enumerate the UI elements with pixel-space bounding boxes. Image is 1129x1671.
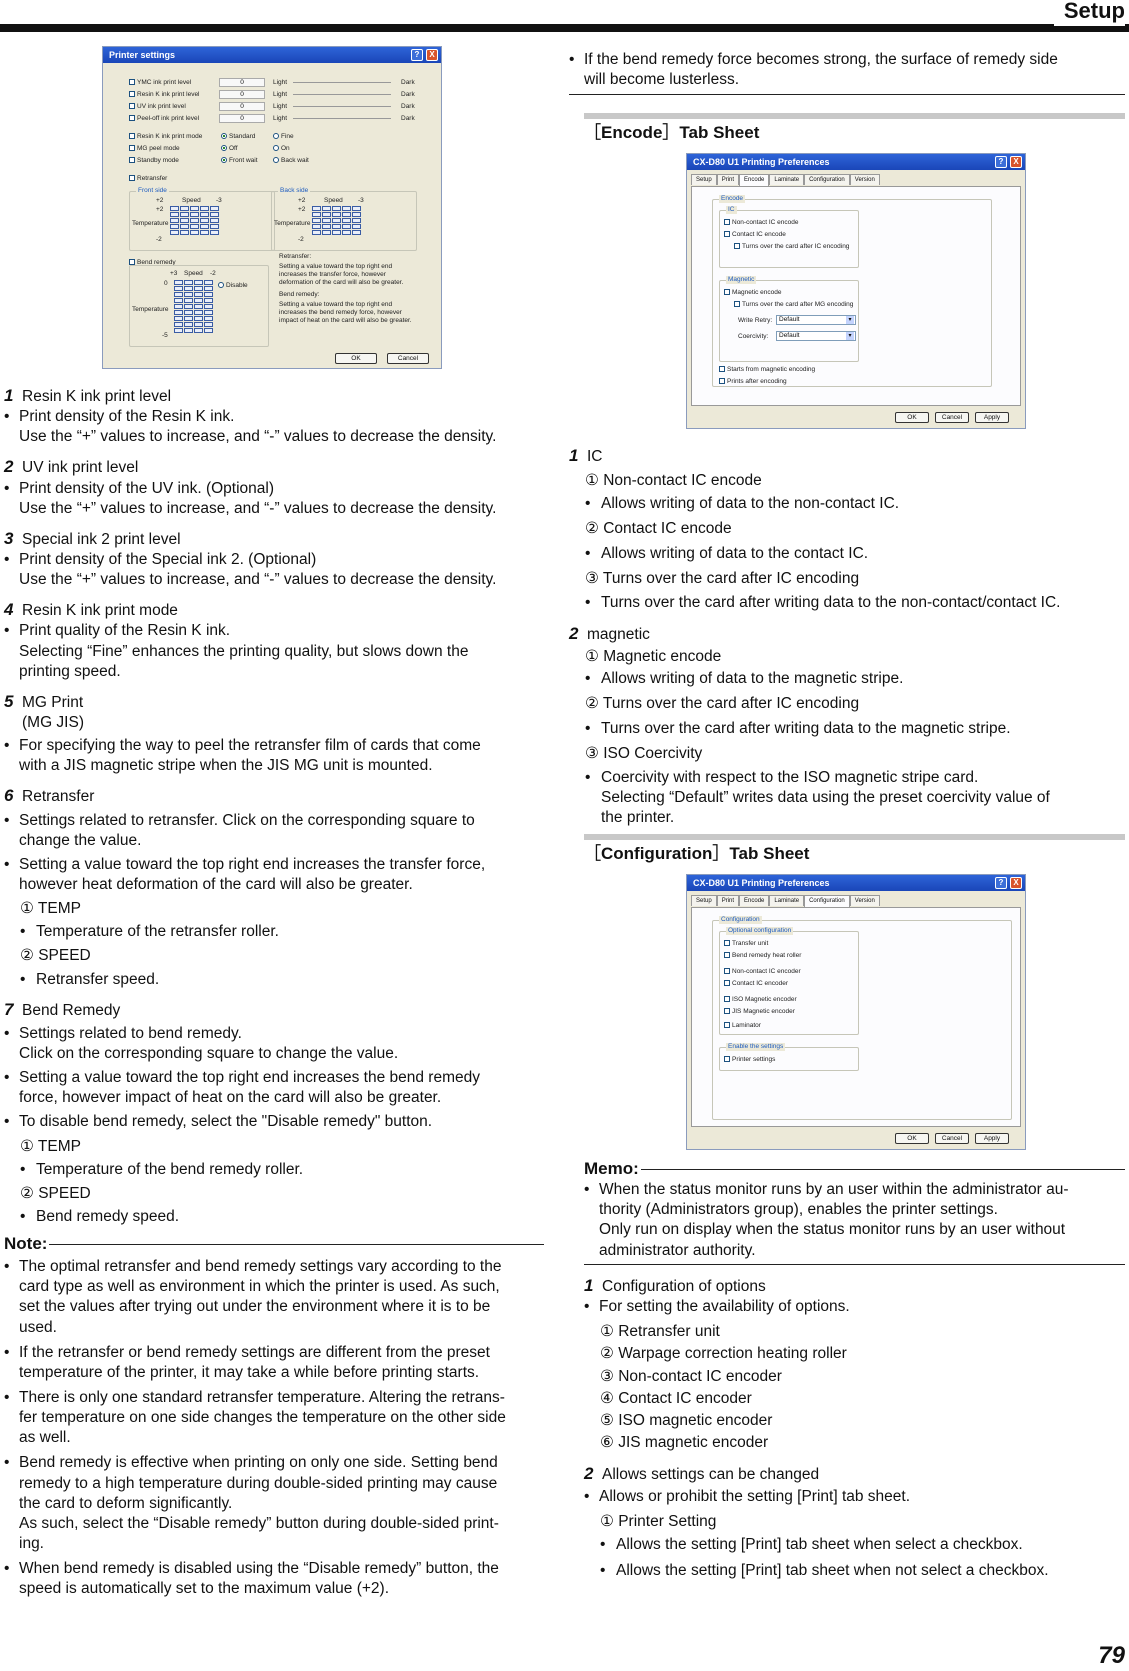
printer-settings-check[interactable]: Printer settings [724,1056,775,1064]
tab-encode[interactable]: Encode [739,895,769,906]
encode-group: Encode IC Non-contact IC encode Contact IC encode Turns over the card after IC encoding Magnetic Magnetic encode Turns over the card after MG encoding Write Retry: Default ▾ Coercivity: Default ▾ Starts from magnetic encoding Prints after encoding [712,199,992,387]
speed-label: Speed [324,197,343,204]
speed-plus: +2 [156,197,164,204]
turnover-ic-check[interactable]: Turns over the card after IC encoding [734,243,849,251]
help-line: Setting a value toward the top right end [279,263,393,270]
dark-label: Dark [401,79,415,86]
opt-iso[interactable]: ISO Magnetic encoder [724,996,797,1004]
dark-label: Dark [401,115,415,122]
item-5: 5 MG Print (MG JIS) • For specifying the way to peel the retransfer film of cards that come with a JIS magnetic stripe when the JIS MG unit is mounted. [4,691,544,777]
item-7: 7 Bend Remedy • Settings related to bend remedy. Click on the corresponding square to change the value. • Setting a value toward the top right end increases the bend remedy force, however impact of heat on the card will also be greater. • To disable bend remedy, select the "Disable remedy" button. ① TEMP • Temperature of the bend remedy roller. ② SPEED • Bend remedy speed. [4,999,544,1227]
tab-version[interactable]: Version [850,174,880,185]
retransfer-help-head: Retransfer: [279,253,312,260]
magnetic-group: Magnetic Magnetic encode Turns over the card after MG encoding Write Retry: Default ▾ Coercivity: Default ▾ [719,280,859,362]
printer-settings-screenshot [102,46,442,369]
light-label: Light [273,91,288,98]
help-line: increases the bend remedy force, however [279,309,402,316]
light-label: Light [273,79,288,86]
value-box: 0 [219,102,265,111]
bend-grid[interactable] [174,280,213,333]
help-icon: ? [411,49,423,61]
opt-transfer[interactable]: Transfer unit [724,940,768,948]
bend-group [129,265,269,347]
tab-setup[interactable]: Setup [691,895,717,906]
write-retry-select[interactable]: Default ▾ [776,315,856,325]
magnetic-check[interactable]: Magnetic encode [724,289,782,297]
radio-off: Off [221,145,238,153]
starts-mg-check[interactable]: Starts from magnetic encoding [719,366,815,374]
cancel-button[interactable]: Cancel [935,412,969,423]
prints-after-check[interactable]: Prints after encoding [719,378,787,386]
tab-print[interactable]: Print [717,174,739,185]
temperature-label: Temperature [132,220,169,227]
tab-configuration[interactable]: Configuration [804,895,850,907]
radio-front-wait: Front wait [221,157,258,165]
speed-plus: +2 [298,197,306,204]
item-6: 6 Retransfer • Settings related to retransfer. Click on the corresponding square to change the value. • Setting a value toward the top right end increases the transfer force, however heat deformation of the card will also be greater. ① TEMP • Temperature of the retransfer roller. ② SPEED • Retransfer speed. [4,785,544,989]
dialog-titlebar: Printer settings ? X [103,47,441,63]
bend-temp-max: 0 [164,280,168,287]
write-retry-label: Write Retry: [738,317,773,324]
tab-version[interactable]: Version [850,895,880,906]
temp-plus: +2 [156,206,164,213]
note-block: Note: • The optimal retransfer and bend remedy settings vary according to the card type as well as environment in which the printer is used. As such, set the values after trying out under the environment where it is to be used. • If the retransfer or bend remedy settings are different from the preset temperature of the printer, it may take a while before printing starts. • There is only one standard retransfer temperature. Altering the retrans- fer temperature on one side changes the temperature on the other side as well. • Bend remedy is effective when printing on only one side. Setting bend remedy to a high temperature during double-sided printing may cause the card to deform significantly. As such, select the “Disable remedy” button during double-sided print- ing. • When bend remedy is disabled using the “Disable remedy” button, the speed is automatically set to the maximum value (+2). [4,1233,544,1599]
light-label: Light [273,115,288,122]
encode-text: 1 IC ① Non-contact IC encode • Allows writing of data to the non-contact IC. ② Contact IC encode • Allows writing of data to the contact IC. ③ Turns over the card after IC encoding • Turns over the card after writing data to the non-contact/contact IC. 2 magnetic ① Magnetic encode • Allows writing of data to the magnetic stripe. ② Turns over the card after IC encoding • Turns over the card after writing data to the magnetic stripe. ③ ISO Coercivity • Coercivity with respect to the ISO magnetic stripe card. Selecting “Default” writes data using the preset coercivity value of the printer. [569,445,1125,828]
item-1: 1 Resin K ink print level • Print density of the Resin K ink. Use the “+” values to increase, and “-” values to decrease the density. [4,385,544,447]
close-icon: X [1010,877,1022,889]
page-title: Setup [1054,0,1125,26]
header-rule [0,24,1129,32]
apply-button[interactable]: Apply [975,412,1009,423]
opt-noncontact[interactable]: Non-contact IC encoder [724,968,801,976]
tab-laminate[interactable]: Laminate [769,174,804,185]
opt-laminator[interactable]: Laminator [724,1022,761,1030]
bend-check: Bend remedy [129,259,176,267]
bend-speed-minus: -2 [210,270,216,277]
item-2: 2 UV ink print level • Print density of the UV ink. (Optional) Use the “+” values to increase, and “-” values to decrease the density. [4,456,544,518]
memo-label: Memo: [584,1159,639,1178]
noncontact-check[interactable]: Non-contact IC encode [724,219,798,227]
close-icon: X [1010,156,1022,168]
bend-speed-plus: +3 [170,270,178,277]
radio-back-wait: Back wait [273,157,309,165]
radio-standard: Standard [221,133,255,141]
coercivity-label: Coercivity: [738,333,769,340]
page-number: 79 [1098,1641,1125,1669]
temp-minus: -2 [156,236,162,243]
ok-button[interactable]: OK [895,412,929,423]
help-line: impact of heat on the card will also be greater. [279,317,412,324]
encode-tab-screenshot [686,153,1026,429]
slider-track [293,118,391,119]
help-line: Setting a value toward the top right end [279,301,393,308]
speed-minus: -3 [358,197,364,204]
memo-block: Memo: • When the status monitor runs by an user within the administrator au- thority (Administrators group), enables the printer settings. Only run on display when the status monitor runs by an user without administrator authority. [584,1158,1125,1265]
temperature-label: Temperature [132,306,169,313]
section-rule [584,113,1125,119]
speed-label: Speed [182,197,201,204]
tab-print[interactable]: Print [717,895,739,906]
encode-section-title: ［Encode］Tab Sheet [584,123,760,142]
close-icon: X [426,49,438,61]
tab-configuration[interactable]: Configuration [804,174,850,185]
coercivity-select[interactable]: Default ▾ [776,331,856,341]
configuration-group: Configuration Optional configuration Transfer unit Bend remedy heat roller Non-contact IC encoder Contact IC encoder ISO Magnetic encoder JIS Magnetic encoder Laminator Enable the settings Printer settings [712,920,1012,1120]
help-line: deformation of the card will also be greater. [279,279,404,286]
mode-standby: Standby mode [129,157,179,165]
ok-button[interactable]: OK [335,353,377,364]
back-grid[interactable] [312,206,361,235]
temp-minus: -2 [298,236,304,243]
right-top: • If the bend remedy force becomes strong, the surface of remedy side will become lusterless. [569,50,1125,95]
tab-encode[interactable]: Encode [739,174,769,186]
radio-on: On [273,145,290,153]
dialog-titlebar: CX-D80 U1 Printing Preferences ? X [687,154,1025,170]
mode-resin: Resin K ink print mode [129,133,202,141]
tab-laminate[interactable]: Laminate [769,895,804,906]
enable-group: Enable the settings Printer settings [719,1047,859,1071]
left-column [4,385,544,1599]
light-label: Light [273,103,288,110]
bend-speed-label: Speed [184,270,203,277]
note-label: Note: [4,1234,48,1254]
optional-group: Optional configuration Transfer unit Bend remedy heat roller Non-contact IC encoder Contact IC encoder ISO Magnetic encoder JIS Magnetic encoder Laminator [719,931,859,1035]
dark-label: Dark [401,91,415,98]
ok-button[interactable]: OK [895,1133,929,1144]
disable-radio[interactable]: Disable [218,282,248,290]
row-peel: Peel-off ink print level [129,115,199,123]
configuration-tab-screenshot [686,874,1026,1150]
configuration-section-title: ［Configuration］Tab Sheet [584,844,810,863]
bend-temp-min: -5 [162,332,168,339]
row-ymc: YMC ink print level [129,79,191,87]
temp-plus: +2 [298,206,306,213]
row-resin: Resin K ink print level [129,91,200,99]
turnover-mg-check[interactable]: Turns over the card after MG encoding [734,301,853,309]
item-3: 3 Special ink 2 print level • Print density of the Special ink 2. (Optional) Use the “+” values to increase, and “-” values to decrease the density. [4,528,544,590]
speed-minus: -3 [216,197,222,204]
value-box: 0 [219,90,265,99]
dialog-titlebar: CX-D80 U1 Printing Preferences ? X [687,875,1025,891]
contact-check[interactable]: Contact IC encode [724,231,786,239]
slider-track [293,82,391,83]
bend-help-head: Bend remedy: [279,291,320,298]
front-side-group: Front side +2 Speed -3 Temperature +2 -2 [129,191,275,251]
configuration-text: 1 Configuration of options • For setting the availability of options. ① Retransfer unit ② Warpage correction heating roller ③ Non-contact IC encoder ④ Contact IC encoder ⑤ ISO magnetic encoder ⑥ JIS magnetic encoder 2 Allows settings can be changed • Allows or prohibit the setting [Print] tab sheet. ① Printer Setting • Allows the setting [Print] tab sheet when select a checkbox. • Allows the setting [Print] tab sheet when not select a checkbox. [584,1275,1125,1581]
tab-panel [691,907,1021,1127]
page-header [0,0,1129,40]
help-line: increases the transfer force, however [279,271,386,278]
help-icon: ? [995,156,1007,168]
back-side-group: Back side +2 Speed -3 Temperature +2 -2 [271,191,417,251]
section-rule [584,834,1125,840]
temperature-label: Temperature [274,220,311,227]
ic-group: IC Non-contact IC encode Contact IC encode Turns over the card after IC encoding [719,210,859,268]
tab-strip [691,895,880,907]
opt-contact[interactable]: Contact IC encoder [724,980,788,988]
opt-bend[interactable]: Bend remedy heat roller [724,952,801,960]
tab-setup[interactable]: Setup [691,174,717,185]
mode-mg: MG peel mode [129,145,180,153]
tab-strip [691,174,880,186]
apply-button[interactable]: Apply [975,1133,1009,1144]
slider-track [293,94,391,95]
value-box: 0 [219,78,265,87]
help-icon: ? [995,877,1007,889]
cancel-button[interactable]: Cancel [387,353,429,364]
value-box: 0 [219,114,265,123]
retransfer-check: Retransfer [129,175,167,183]
item-4: 4 Resin K ink print mode • Print quality of the Resin K ink. Selecting “Fine” enhances the printing quality, but slows down the printing speed. [4,599,544,682]
row-uv: UV ink print level [129,103,186,111]
cancel-button[interactable]: Cancel [935,1133,969,1144]
opt-jis[interactable]: JIS Magnetic encoder [724,1008,795,1016]
dark-label: Dark [401,103,415,110]
front-grid[interactable] [170,206,219,235]
radio-fine: Fine [273,133,294,141]
slider-track [293,106,391,107]
tab-panel [691,186,1021,406]
